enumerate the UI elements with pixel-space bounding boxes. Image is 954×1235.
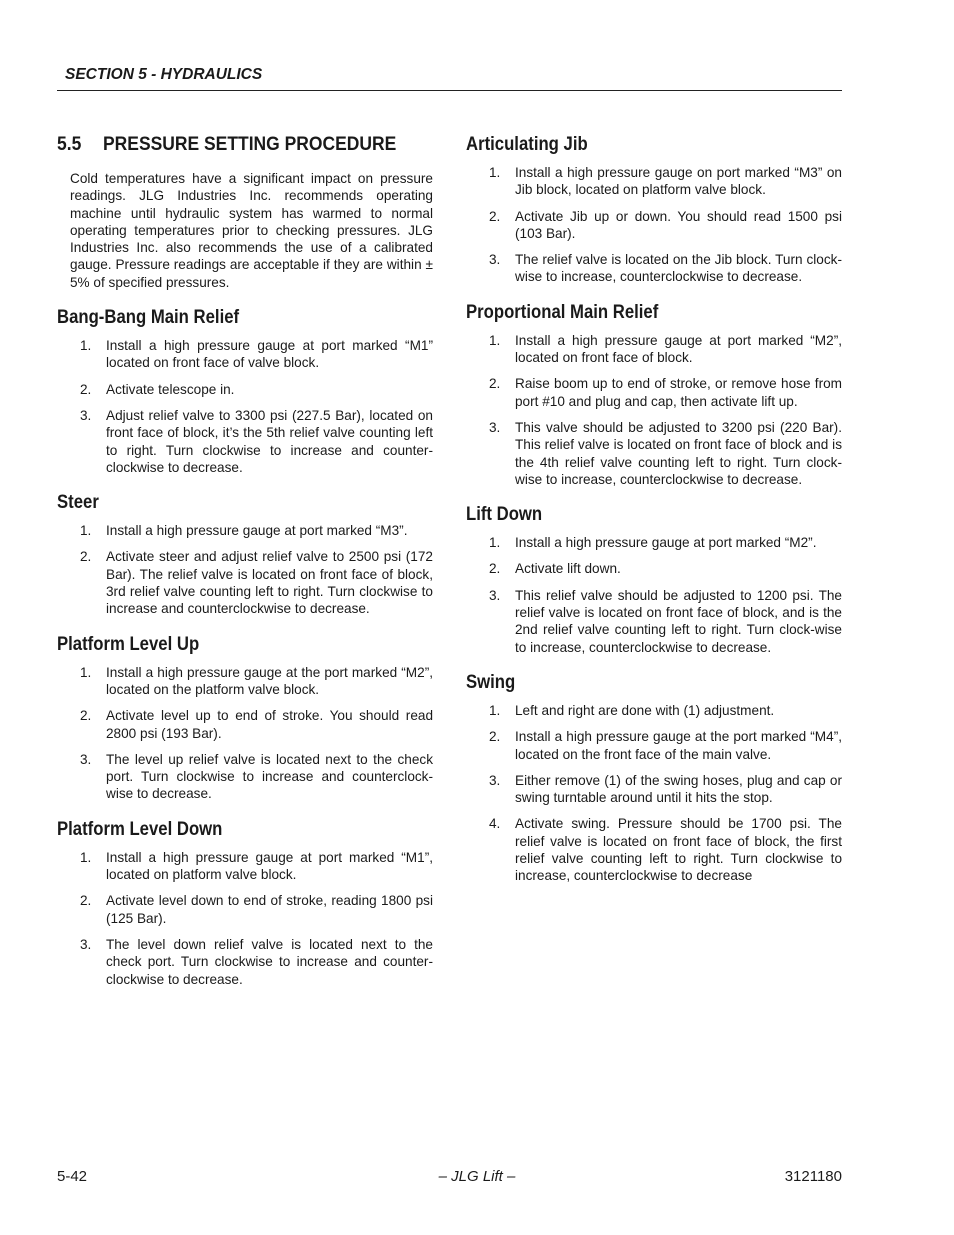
step-item xyxy=(57,407,433,476)
step-item xyxy=(57,522,433,539)
page-header xyxy=(57,66,842,91)
section-heading: Platform Level Up xyxy=(57,633,200,655)
step-item xyxy=(57,849,433,884)
step-number: 2. xyxy=(80,893,92,909)
page-number: 5-42 xyxy=(57,1168,88,1185)
step-list xyxy=(466,164,842,286)
step-item xyxy=(466,419,842,488)
section-heading: Platform Level Down xyxy=(57,818,223,840)
section-number: 5.5 xyxy=(57,134,82,155)
document-number: 3121180 xyxy=(784,1168,842,1185)
step-text: Install a high pressure gauge at port marked “M3”. xyxy=(106,523,408,539)
step-text: The relief valve is located on the Jib block. Turn clock-wise to increase, counterclockwise to decrease. xyxy=(515,252,842,285)
step-text: Install a high pressure gauge at port marked “M1” located on front face of valve block. xyxy=(106,338,433,371)
step-item xyxy=(466,587,842,656)
step-text: Install a high pressure gauge on port marked “M3” on Jib block, located on platform valve block. xyxy=(515,165,842,198)
step-number: 1. xyxy=(489,332,501,348)
left-sections xyxy=(57,305,433,988)
step-number: 2. xyxy=(489,208,501,224)
step-number: 3. xyxy=(80,407,92,423)
step-number: 3. xyxy=(80,936,92,952)
section-heading: Bang-Bang Main Relief xyxy=(57,307,240,329)
step-text: Activate steer and adjust relief valve to 2500 psi (172 Bar). The relief valve is located on front face of block, 3rd relief valve counting left to right. Turn clockwise to increase and counterclockwise to decrease. xyxy=(106,549,433,617)
step-list xyxy=(466,534,842,656)
section-heading: Swing xyxy=(466,671,516,693)
step-list xyxy=(466,332,842,488)
step-number: 2. xyxy=(489,729,501,745)
page-title xyxy=(57,132,403,158)
step-number: 1. xyxy=(80,849,92,865)
step-number: 3. xyxy=(489,772,501,788)
step-text: Activate level up to end of stroke. You should read 2800 psi (193 Bar). xyxy=(106,708,433,741)
step-item xyxy=(57,381,433,398)
step-number: 2. xyxy=(80,708,92,724)
step-text: This relief valve should be adjusted to 1200 psi. The relief valve is located on front face of block, and is the 2nd relief valve counting left to right. Turn clock-wise to increase, counterclockwise to decrease. xyxy=(515,587,842,655)
step-item xyxy=(466,702,842,719)
step-item xyxy=(466,728,842,763)
right-sections xyxy=(466,132,842,885)
step-item xyxy=(466,560,842,577)
step-text: Install a high pressure gauge at port marked “M2”. xyxy=(515,535,817,551)
step-number: 2. xyxy=(80,381,92,397)
step-number: 3. xyxy=(489,419,501,435)
step-number: 1. xyxy=(489,702,501,718)
section-heading: Steer xyxy=(57,492,99,514)
procedure-section xyxy=(57,632,433,803)
step-item xyxy=(466,208,842,243)
step-text: Install a high pressure gauge at the port marked “M4”, located on the front face of the main valve. xyxy=(515,729,842,762)
right-column xyxy=(466,128,842,894)
step-item xyxy=(57,664,433,699)
step-item xyxy=(466,332,842,367)
step-number: 2. xyxy=(489,561,501,577)
intro-paragraph: Cold temperatures have a significant impact on pressure readings. JLG Industries Inc. recommends operating machine until hydraulic system has warmed to normal operating temperatures prior to checking pressures. JLG Industries Inc. also recommends the use of a calibrated gauge. Pressure readings are acceptable if they are within ± 5% of specified pressures. xyxy=(70,171,433,290)
step-list xyxy=(466,702,842,885)
step-text: Install a high pressure gauge at the port marked “M2”, located on the platform valve block. xyxy=(106,664,433,697)
step-list xyxy=(57,664,433,803)
step-text: Activate telescope in. xyxy=(106,381,235,397)
step-text: Left and right are done with (1) adjustment. xyxy=(515,702,775,718)
step-item xyxy=(57,548,433,617)
step-item xyxy=(466,815,842,884)
procedure-section xyxy=(466,670,842,885)
step-text: Activate lift down. xyxy=(515,561,621,577)
section-heading: Articulating Jib xyxy=(466,134,588,155)
step-item xyxy=(466,164,842,199)
step-text: The level down relief valve is located next to the check port. Turn clockwise to increase and counter-clockwise to decrease. xyxy=(106,936,433,987)
procedure-section xyxy=(466,502,842,656)
procedure-section xyxy=(57,305,433,476)
step-text: Adjust relief valve to 3300 psi (227.5 Bar), located on front face of block, it’s the 5th relief valve counting left to right. Turn clockwise to increase and counter-clockwise to decrease. xyxy=(106,407,433,475)
step-text: Activate level down to end of stroke, reading 1800 psi (125 Bar). xyxy=(106,893,433,926)
section-heading: Proportional Main Relief xyxy=(466,301,659,323)
step-text: Activate swing. Pressure should be 1700 psi. The relief valve is located on front face of block, the first relief valve counting left to right. Turn clockwise to increase, counterclockwise to decrease xyxy=(515,816,842,884)
step-number: 4. xyxy=(489,816,501,832)
step-list xyxy=(57,522,433,617)
step-number: 2. xyxy=(80,549,92,565)
step-number: 3. xyxy=(80,751,92,767)
procedure-section xyxy=(57,490,433,617)
step-number: 1. xyxy=(489,535,501,551)
section-heading: Lift Down xyxy=(466,504,543,526)
step-item xyxy=(57,936,433,988)
procedure-section xyxy=(466,132,842,286)
step-number: 1. xyxy=(489,165,501,180)
step-text: Install a high pressure gauge at port marked “M2”, located on front face of block. xyxy=(515,332,842,366)
step-number: 1. xyxy=(80,664,92,680)
step-list xyxy=(57,849,433,988)
step-item xyxy=(466,375,842,410)
step-item xyxy=(57,751,433,803)
left-column xyxy=(57,128,433,997)
step-item xyxy=(466,534,842,551)
step-number: 2. xyxy=(489,376,501,392)
step-number: 1. xyxy=(80,523,92,539)
step-item xyxy=(57,337,433,372)
procedure-section xyxy=(466,300,842,488)
step-text: Raise boom up to end of stroke, or remove hose from port #10 and plug and cap, then activate lift up. xyxy=(515,376,842,409)
section-title: PRESSURE SETTING PROCEDURE xyxy=(103,134,397,155)
section-label: SECTION 5 - HYDRAULICS xyxy=(65,66,263,83)
step-text: Install a high pressure gauge at port marked “M1”, located on platform valve block. xyxy=(106,849,433,883)
step-text: Either remove (1) of the swing hoses, plug and cap or swing turntable around until it hits the stop. xyxy=(515,772,842,806)
step-text: Activate Jib up or down. You should read 1500 psi (103 Bar). xyxy=(515,208,842,241)
procedure-section xyxy=(57,817,433,988)
step-number: 3. xyxy=(489,252,501,268)
step-number: 3. xyxy=(489,587,501,603)
step-item xyxy=(57,707,433,742)
step-text: This valve should be adjusted to 3200 psi (220 Bar). This relief valve is located on front face of block and is the 4th relief valve counting left to right. Turn clock-wise to increase, counterclockwise to decrease. xyxy=(515,419,842,487)
step-list xyxy=(57,337,433,476)
step-item xyxy=(57,892,433,927)
step-item xyxy=(466,772,842,807)
step-item xyxy=(466,251,842,286)
step-text: The level up relief valve is located next to the check port. Turn clockwise to increase and counterclock-wise to decrease. xyxy=(106,751,433,802)
step-number: 1. xyxy=(80,338,92,354)
footer-brand: – JLG Lift – xyxy=(438,1168,516,1185)
